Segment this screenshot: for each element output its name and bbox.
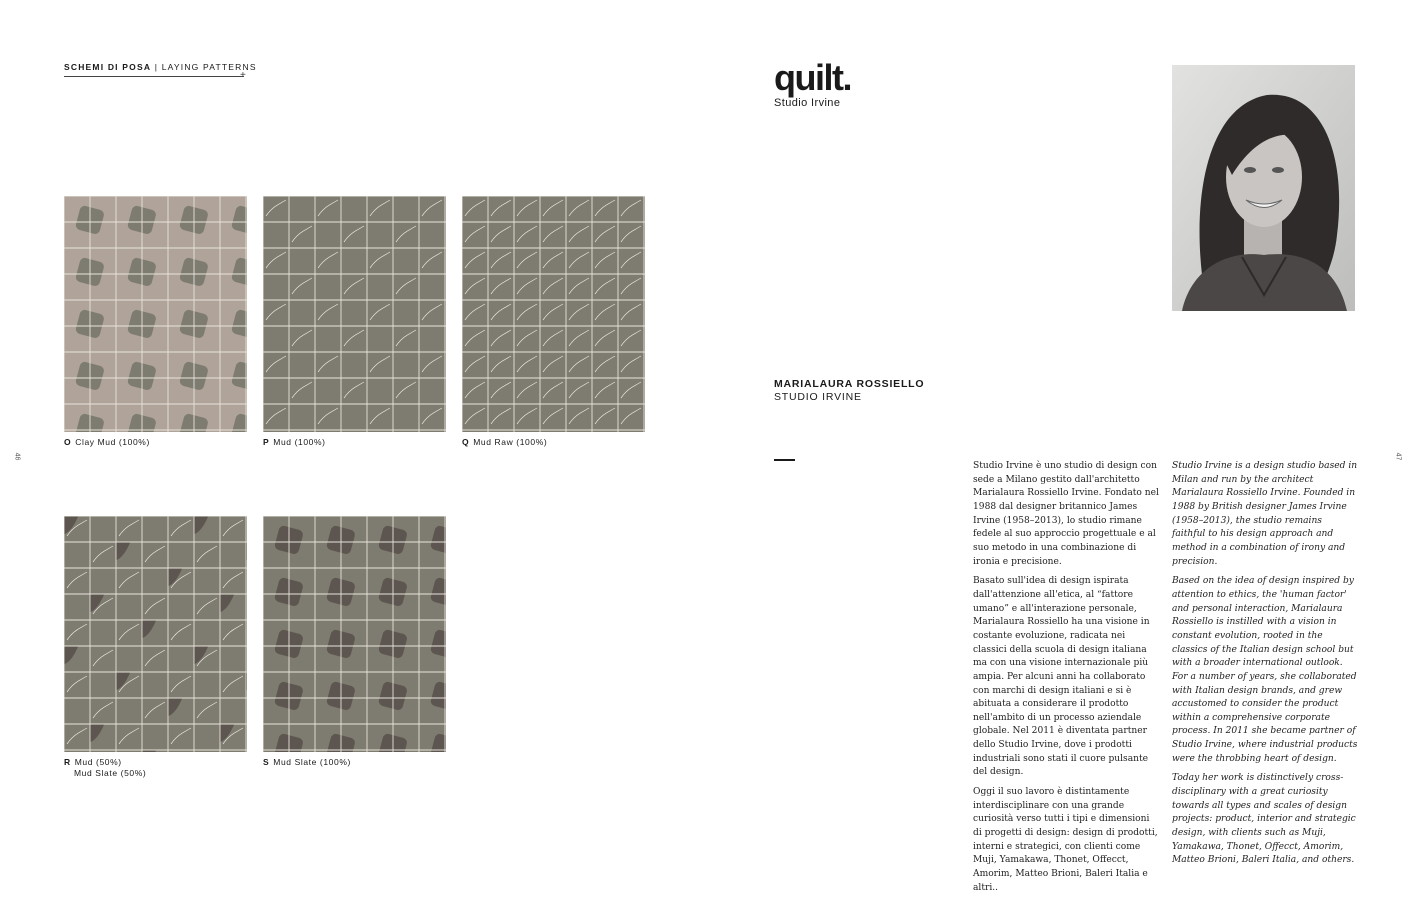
pattern-code: R	[64, 757, 71, 767]
bio-en-paragraph: Based on the idea of design inspired by attention to ethics, the 'human factor' and personal interaction, Marialaura Rossiello is instilled with a vision in constant evolution, rooted in the classics of the Italian design school but with a broader international outlook. For a number of years, she collaborated with Italian design brands, and grew accustomed to consider the product within a comprehensive corporate process. In 2011 she became partner of Studio Irvine, where industrial products were the throbbing heart of design.	[1172, 576, 1358, 764]
section-header	[64, 62, 257, 72]
pattern-label: Mud (100%)	[273, 437, 326, 447]
pattern-code: P	[263, 437, 270, 447]
pattern-label: Mud Raw (100%)	[473, 437, 548, 447]
pattern-caption-o	[64, 437, 150, 448]
pattern-swatch-r	[64, 516, 247, 752]
header-rule	[64, 76, 244, 77]
designer-studio: STUDIO IRVINE	[774, 391, 862, 403]
page-number-right: 47	[1394, 452, 1402, 461]
pattern-caption-s	[263, 757, 351, 768]
pattern-label: Clay Mud (100%)	[75, 437, 150, 447]
pattern-caption-q	[462, 437, 547, 448]
designer-portrait	[1172, 65, 1355, 311]
pattern-code: S	[263, 757, 270, 767]
bio-english	[1172, 460, 1358, 874]
bio-en-paragraph: Studio Irvine is a design studio based in Milan and run by the architect Marialaura Rossiello Irvine. Founded in 1988 by British designer James Irvine (1958–2013), the studio remains faithful to his design approach and method in a combination of irony and precision.	[1172, 461, 1358, 567]
section-dash	[774, 459, 795, 461]
pattern-code: O	[64, 437, 72, 447]
bio-it-paragraph: Basato sull'idea di design ispirata dall'attenzione all'etica, al “fattore umano” e all'interazione personale, Marialaura Rossiello ha una visione in costante evoluzione, radicata nei classici della scuola di design italiana ma con una visione internazionale più ampia. Per alcuni anni ha collaborato con marchi di design italiani e si è abituata a considerare il prodotto nell'ambito di un processo aziendale globale. Nel 2011 è diventata partner dello Studio Irvine, dove i prodotti industriali sono stati il cuore pulsante del design.	[973, 576, 1150, 778]
header-title-it: SCHEMI DI POSA	[64, 62, 152, 72]
header-title-en: LAYING PATTERNS	[161, 62, 257, 72]
pattern-swatch-q	[462, 196, 645, 432]
pattern-swatch-o	[64, 196, 247, 432]
brand-subtitle: Studio Irvine	[774, 97, 841, 109]
pattern-caption-r	[64, 757, 146, 779]
pattern-label: Mud (50%)	[74, 757, 122, 767]
brand-logo: quilt.	[774, 57, 851, 98]
pattern-caption-p	[263, 437, 326, 448]
bio-italian	[973, 460, 1159, 901]
bio-en-paragraph: Today her work is distinctively cross-disciplinary with a great curiosity towards all types and scales of design projects: product, interior and strategic design, with clients such as Muji, Yamakawa, Thonet, Offecct, Amorim, Matteo Brioni, Baleri Italia, and others.	[1172, 773, 1356, 866]
pattern-swatch-p	[263, 196, 446, 432]
pattern-label: Mud Slate (100%)	[273, 757, 351, 767]
bio-it-paragraph: Studio Irvine è uno studio di design con sede a Milano gestito dall'architetto Marialaura Rossiello Irvine. Fondato nel 1988 dal designer britannico James Irvine (1958–2013), lo studio rimane fedele al suo approccio progettuale e al suo metodo in una combinazione di ironia e precisione.	[973, 461, 1159, 567]
pattern-label-secondary: Mud Slate (50%)	[74, 768, 147, 778]
pattern-code: Q	[462, 437, 470, 447]
bio-it-paragraph: Oggi il suo lavoro è distintamente interdisciplinare con una grande curiosità verso tutti i tipi e dimensioni di progetti di design: design di prodotti, interni e strategici, con clienti come Muji, Yamakawa, Thonet, Offecct, Amorim, Matteo Brioni, Baleri Italia e altri..	[973, 787, 1158, 893]
header-separator: |	[154, 62, 159, 72]
pattern-swatch-s	[263, 516, 446, 752]
page-number-left: 46	[13, 452, 21, 461]
designer-name: MARIALAURA ROSSIELLO	[774, 378, 925, 390]
plus-icon: +	[240, 70, 246, 81]
